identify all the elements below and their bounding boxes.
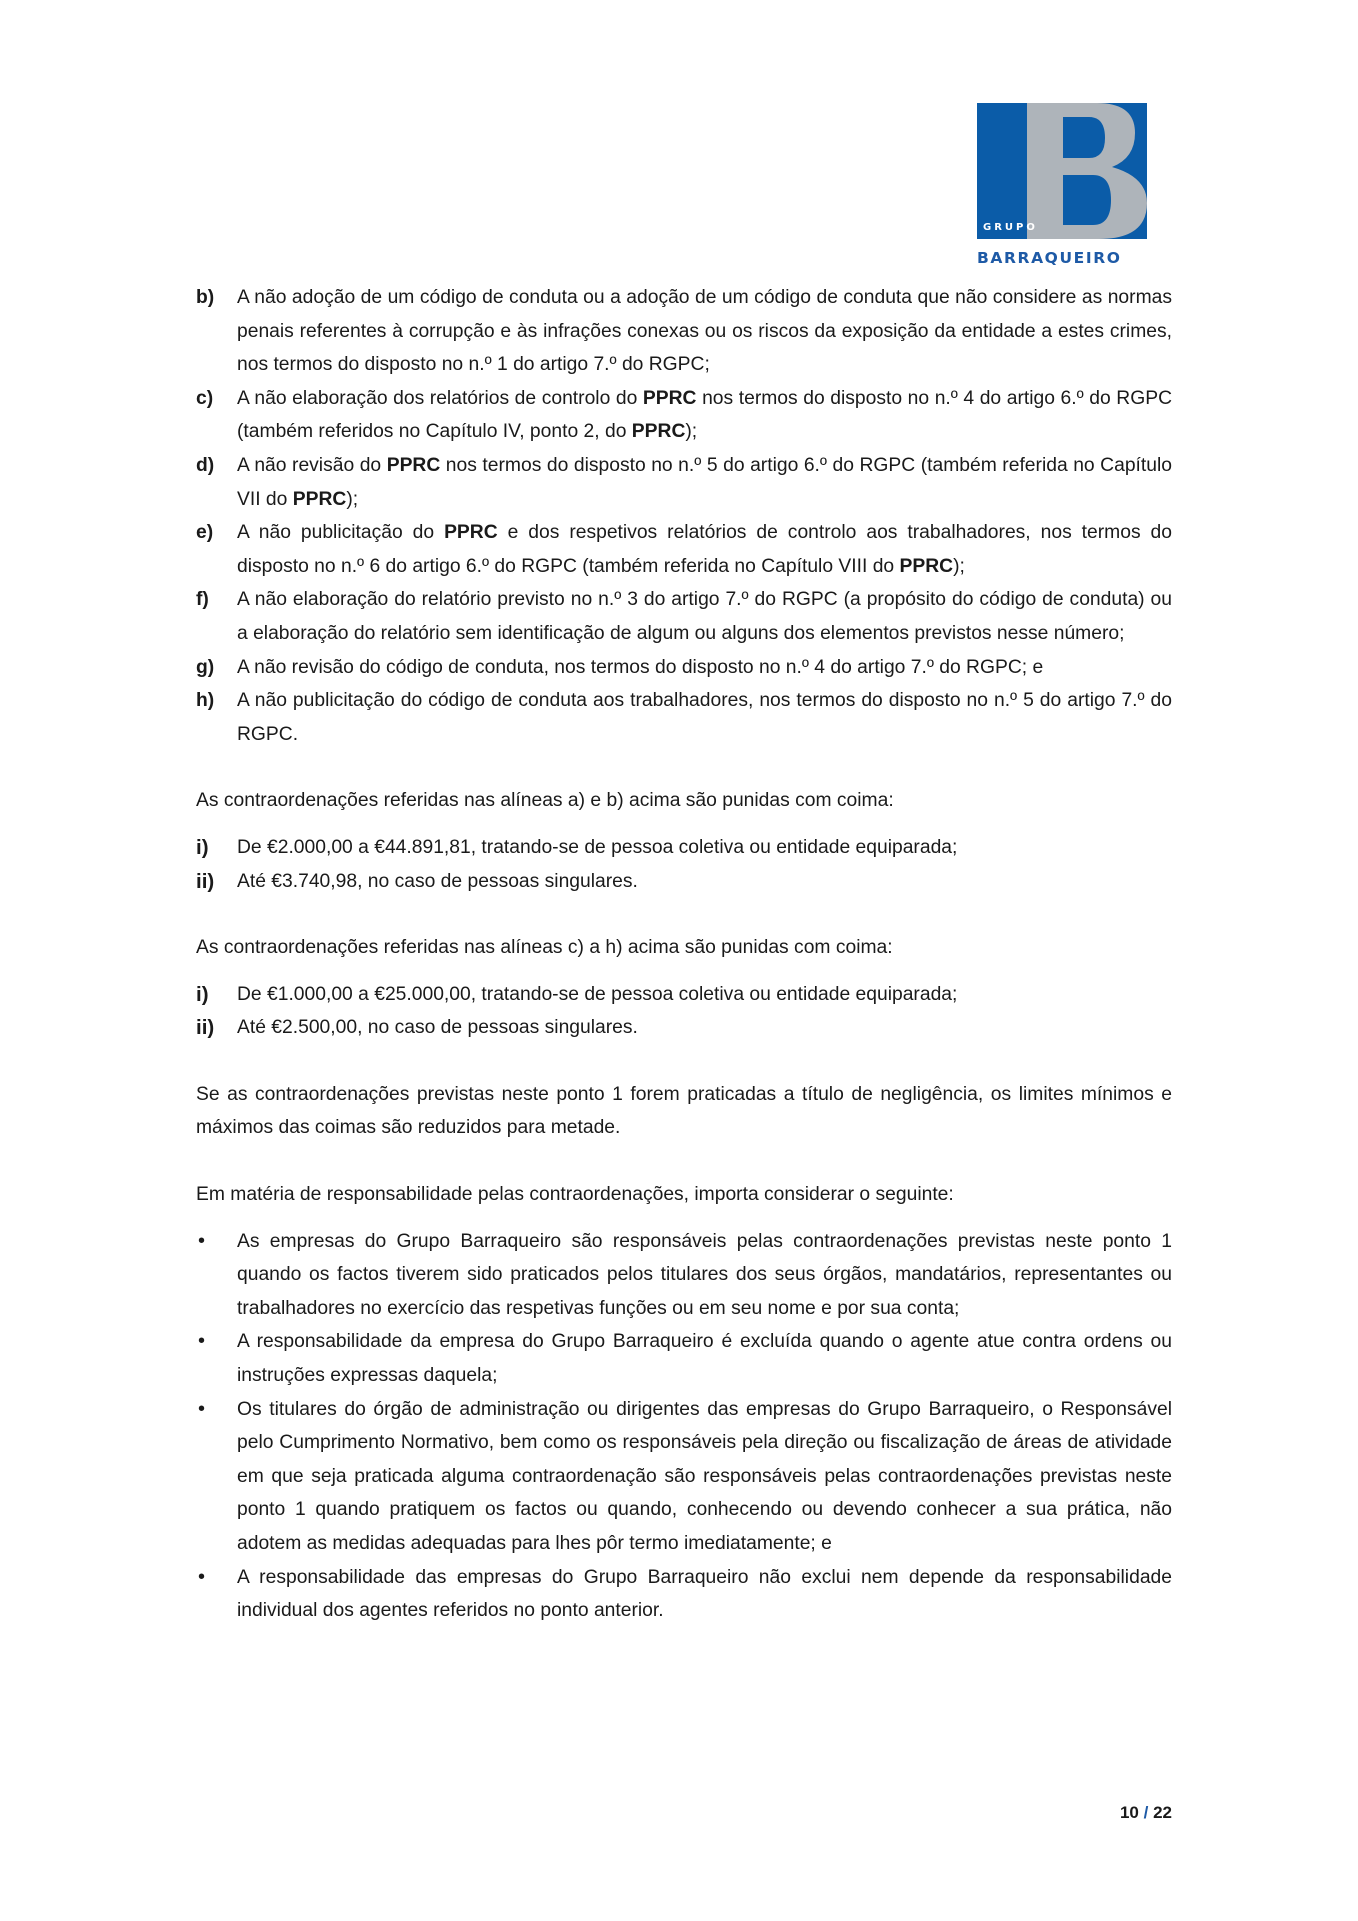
- fine-label: i): [196, 982, 209, 1006]
- page-number: [1120, 1803, 1172, 1823]
- list-item-label: d): [196, 454, 215, 476]
- list-item: [196, 583, 1172, 650]
- fines-list-ab: [196, 831, 1172, 898]
- list-item-text: [237, 382, 1172, 449]
- term-pprc: PPRC: [642, 387, 697, 409]
- logo-group-text: GRUPO: [983, 222, 1038, 233]
- text-run: e dos respetivos relatórios de controlo aos trabalhadores, nos termos do disposto no n.º 6 do artigo 6.º do RGPC (também referida no Capítulo VIII do: [237, 522, 1172, 577]
- bullet-icon: •: [198, 1229, 206, 1252]
- list-item-label: g): [196, 656, 215, 678]
- bullet-item: [196, 1225, 1172, 1326]
- list-item: [196, 684, 1172, 751]
- list-item-text: [237, 516, 1172, 583]
- grupo-barraqueiro-logo: [977, 103, 1147, 267]
- fine-item: [196, 1011, 1172, 1045]
- list-item: [196, 651, 1172, 685]
- bullet-text: A responsabilidade da empresa do Grupo Barraqueiro é excluída quando o agente atue contra ordens ou instruções expressas daquela;: [237, 1331, 1172, 1387]
- fine-label: i): [196, 835, 209, 859]
- fine-text: Até €2.500,00, no caso de pessoas singulares.: [237, 1017, 638, 1039]
- list-item-label: b): [196, 287, 215, 308]
- page-total: 22: [1153, 1803, 1172, 1822]
- list-item-text: [237, 651, 1172, 685]
- term-pprc: PPRC: [899, 555, 954, 577]
- bullet-item: [196, 1325, 1172, 1392]
- fine-item: [196, 831, 1172, 865]
- fines-list-ch: [196, 978, 1172, 1045]
- fine-item: [196, 978, 1172, 1012]
- document-body: [196, 281, 1172, 1628]
- text-run: );: [685, 421, 698, 443]
- list-item-text: [237, 281, 1172, 382]
- bullet-icon: •: [198, 1397, 206, 1420]
- text-run: nos termos do disposto no n.º 4 do artigo 6.º do RGPC (também referidos no Capítulo IV, ponto 2, do: [237, 387, 1172, 443]
- fine-text: Até €3.740,98, no caso de pessoas singulares.: [237, 870, 638, 892]
- text-run: nos termos do disposto no n.º 5 do artigo 6.º do RGPC (também referida no Capítulo VII do: [237, 454, 1172, 510]
- page-separator: /: [1143, 1803, 1149, 1822]
- term-pprc: PPRC: [444, 522, 498, 544]
- bullet-text: As empresas do Grupo Barraqueiro são responsáveis pelas contraordenações previstas neste ponto 1 quando os factos tiverem sido praticados pelos titulares dos seus órgãos, mandatários, representantes ou trabalhadores no exercício das respetivas funções ou em seu nome e por sua conta;: [237, 1230, 1172, 1319]
- list-item-text: [237, 684, 1172, 751]
- bullet-item: [196, 1561, 1172, 1628]
- list-item-label: c): [196, 387, 214, 409]
- text-run: A não publicitação do: [237, 522, 445, 544]
- text-run: A não elaboração do relatório previsto no n.º 3 do artigo 7.º do RGPC (a propósito do código de conduta) ou a elaboração do relatório sem identificação de algum ou alguns dos elementos previstos nesse número;: [237, 589, 1172, 644]
- term-pprc: PPRC: [631, 421, 686, 443]
- responsibility-bullets: [196, 1225, 1172, 1628]
- fine-item: [196, 865, 1172, 899]
- text-run: );: [953, 555, 965, 577]
- list-item: [196, 516, 1172, 583]
- text-run: A não revisão do código de conduta, nos termos do disposto no n.º 4 do artigo 7.º do RGPC; e: [237, 656, 1044, 678]
- text-run: );: [346, 488, 359, 510]
- logo-name-text: BARRAQUEIRO: [977, 249, 1122, 267]
- bullet-item: [196, 1393, 1172, 1561]
- bullet-icon: •: [198, 1565, 206, 1588]
- paragraph-fines-ch: As contraordenações referidas nas alíneas c) a h) acima são punidas com coima:: [196, 937, 893, 959]
- list-item-label: e): [196, 522, 214, 544]
- text-run: A não publicitação do código de conduta aos trabalhadores, nos termos do disposto no n.º 5 do artigo 7.º do RGPC.: [237, 690, 1172, 745]
- term-pprc: PPRC: [386, 454, 441, 476]
- list-item-label: h): [196, 690, 215, 712]
- fine-label: ii): [196, 1016, 215, 1040]
- bullet-text: A responsabilidade das empresas do Grupo Barraqueiro não exclui nem depende da responsabilidade individual dos agentes referidos no ponto anterior.: [237, 1566, 1172, 1622]
- list-item-label: f): [196, 589, 209, 611]
- offence-list: [196, 281, 1172, 751]
- page-current: 10: [1119, 1803, 1139, 1822]
- paragraph-fines-ab: As contraordenações referidas nas alíneas a) e b) acima são punidas com coima:: [196, 790, 894, 812]
- bullet-text: Os titulares do órgão de administração ou dirigentes das empresas do Grupo Barraqueiro, o Responsável pelo Cumprimento Normativo, bem como os responsáveis pela direção ou fiscalização de áreas de atividade em que seja praticada alguma contraordenação são responsáveis pelas contraordenações previstas neste ponto 1 quando pratiquem os factos ou quando, conhecendo ou devendo conhecer a sua prática, não adotem as medidas adequadas para lhes pôr termo imediatamente; e: [237, 1398, 1172, 1554]
- text-run: A não revisão do: [237, 454, 387, 476]
- text-run: A não elaboração dos relatórios de controlo do: [237, 387, 643, 409]
- term-pprc: PPRC: [292, 488, 347, 510]
- text-run: A não adoção de um código de conduta ou a adoção de um código de conduta que não considere as normas penais referentes à corrupção e às infrações conexas ou os riscos da exposição da entidade a estes crimes, nos termos do disposto no n.º 1 do artigo 7.º do RGPC;: [237, 287, 1172, 376]
- list-item-text: [237, 583, 1172, 650]
- list-item: [196, 281, 1172, 382]
- list-item: [196, 449, 1172, 516]
- fine-label: ii): [196, 869, 215, 893]
- bullet-icon: •: [198, 1330, 206, 1353]
- paragraph-responsibility: Em matéria de responsabilidade pelas contraordenações, importa considerar o seguinte:: [196, 1184, 954, 1206]
- list-item: [196, 382, 1172, 449]
- paragraph-negligence: Se as contraordenações previstas neste ponto 1 forem praticadas a título de negligência, os limites mínimos e máximos das coimas são reduzidos para metade.: [196, 1083, 1172, 1139]
- fine-text: De €2.000,00 a €44.891,81, tratando-se de pessoa coletiva ou entidade equiparada;: [237, 836, 958, 858]
- fine-text: De €1.000,00 a €25.000,00, tratando-se de pessoa coletiva ou entidade equiparada;: [237, 983, 958, 1005]
- list-item-text: [237, 449, 1172, 516]
